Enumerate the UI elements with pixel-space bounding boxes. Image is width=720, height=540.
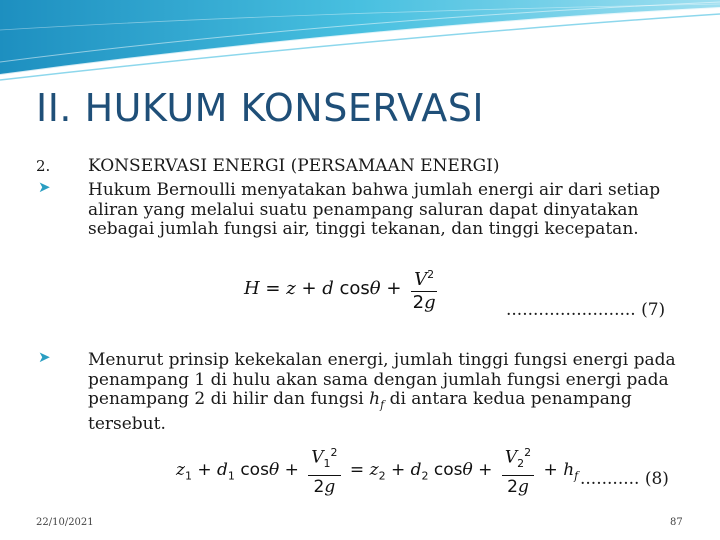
- arrow-bullet-icon: ➤: [38, 178, 51, 196]
- paragraph-text-b: di antara kedua penampang tersebut.: [88, 389, 632, 434]
- symbol-h: h: [369, 389, 381, 409]
- equation-8: $z_1 + d_1$ cosθ + $\frac{V_1^2}{2g}$ = $z_2 + d_2$ cosθ + $\frac{V_2^2}{2g}$ + $h_f$: [176, 442, 578, 498]
- paragraph-kekekalan: [88, 351, 688, 434]
- slide-title: II. HUKUM KONSERVASI: [36, 86, 485, 130]
- equation-8-number: ........... (8): [580, 469, 669, 489]
- header-banner: [0, 0, 720, 90]
- footer-date: 22/10/2021: [36, 517, 94, 528]
- equation-7-number: ........................ (7): [506, 300, 666, 320]
- section-heading: KONSERVASI ENERGI (PERSAMAAN ENERGI): [88, 156, 500, 176]
- section-number: 2.: [36, 157, 51, 175]
- equation-7: H = z + d cosθ + $\frac{V^2}{2g}$: [244, 264, 441, 314]
- page-number: 87: [670, 517, 683, 528]
- arrow-bullet-icon: ➤: [38, 348, 51, 366]
- paragraph-text-a: Menurut prinsip kekekalan energi, jumlah tinggi fungsi energi pada penampang 1 di hulu akan sama dengan jumlah fungsi energi pada penampang 2 di hilir dan fungsi: [88, 350, 676, 409]
- paragraph-bernoulli: Hukum Bernoulli menyatakan bahwa jumlah energi air dari setiap aliran yang melalui suatu penampang saluran dapat dinyatakan sebagai jumlah fungsi air, tinggi tekanan, dan tinggi kecepatan.: [88, 180, 661, 239]
- symbol-f: f: [380, 398, 385, 412]
